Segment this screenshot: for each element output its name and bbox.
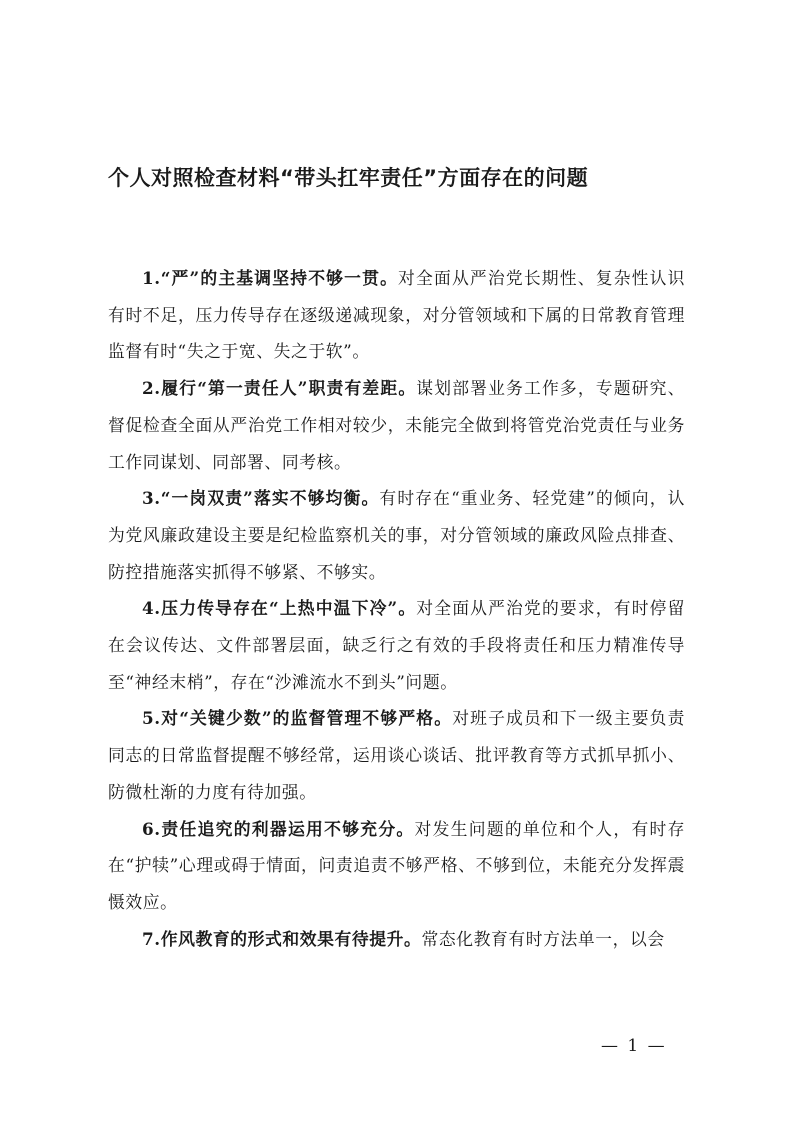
paragraph-6 <box>108 811 685 921</box>
paragraph-4 <box>108 590 685 700</box>
paragraph-text: 常态化教育有时方法单一，以会 <box>421 928 665 949</box>
paragraph-2 <box>108 370 685 480</box>
paragraph-heading: 3.“一岗双责”落实不够均衡。 <box>142 488 380 509</box>
paragraph-heading: 5.对“关键少数”的监督管理不够严格。 <box>142 708 453 729</box>
paragraph-heading: 1.“严”的主基调坚持不够一贯。 <box>142 268 399 288</box>
paragraph-7 <box>108 921 685 958</box>
paragraph-text: 有时存在“重业务、轻党建”的倾向，认为党风廉政建设主要是纪检监察机关的事，对分管领域的廉政风险点排查、防控措施落实抓得不够紧、不够实。 <box>108 488 685 582</box>
paragraph-text: 对发生问题的单位和个人，有时存在“护犊”心理或碍于情面，问责追责不够严格、不够到位，未能充分发挥震慑效应。 <box>108 818 685 912</box>
paragraph-text: 对全面从严治党的要求，有时停留在会议传达、文件部署层面，缺乏行之有效的手段将责任和压力精准传导至“神经末梢”，存在“沙滩流水不到头”问题。 <box>108 598 685 692</box>
paragraph-heading: 2.履行“第一责任人”职责有差距。 <box>142 378 417 399</box>
paragraph-3 <box>108 480 685 590</box>
paragraph-heading: 4.压力传导存在“上热中温下冷”。 <box>142 598 417 619</box>
document-title: 个人对照检查材料“带头扛牢责任”方面存在的问题 <box>108 166 589 190</box>
paragraph-5 <box>108 700 685 810</box>
paragraph-heading: 7.作风教育的形式和效果有待提升。 <box>142 928 422 949</box>
paragraph-heading: 6.责任追究的利器运用不够充分。 <box>142 818 415 839</box>
paragraph-1 <box>108 260 685 370</box>
paragraph-text: 谋划部署业务工作多，专题研究、督促检查全面从严治党工作相对较少，未能完全做到将管党治党责任与业务工作同谋划、同部署、同考核。 <box>108 378 685 472</box>
document-body <box>108 260 685 957</box>
page-number: — 1 — <box>601 1036 667 1056</box>
paragraph-text: 对全面从严治党长期性、复杂性认识有时不足，压力传导存在逐级递减现象，对分管领域和下属的日常教育管理监督有时“失之于宽、失之于软”。 <box>108 268 685 362</box>
paragraph-text: 对班子成员和下一级主要负责同志的日常监督提醒不够经常，运用谈心谈话、批评教育等方式抓早抓小、防微杜渐的力度有待加强。 <box>108 708 685 802</box>
